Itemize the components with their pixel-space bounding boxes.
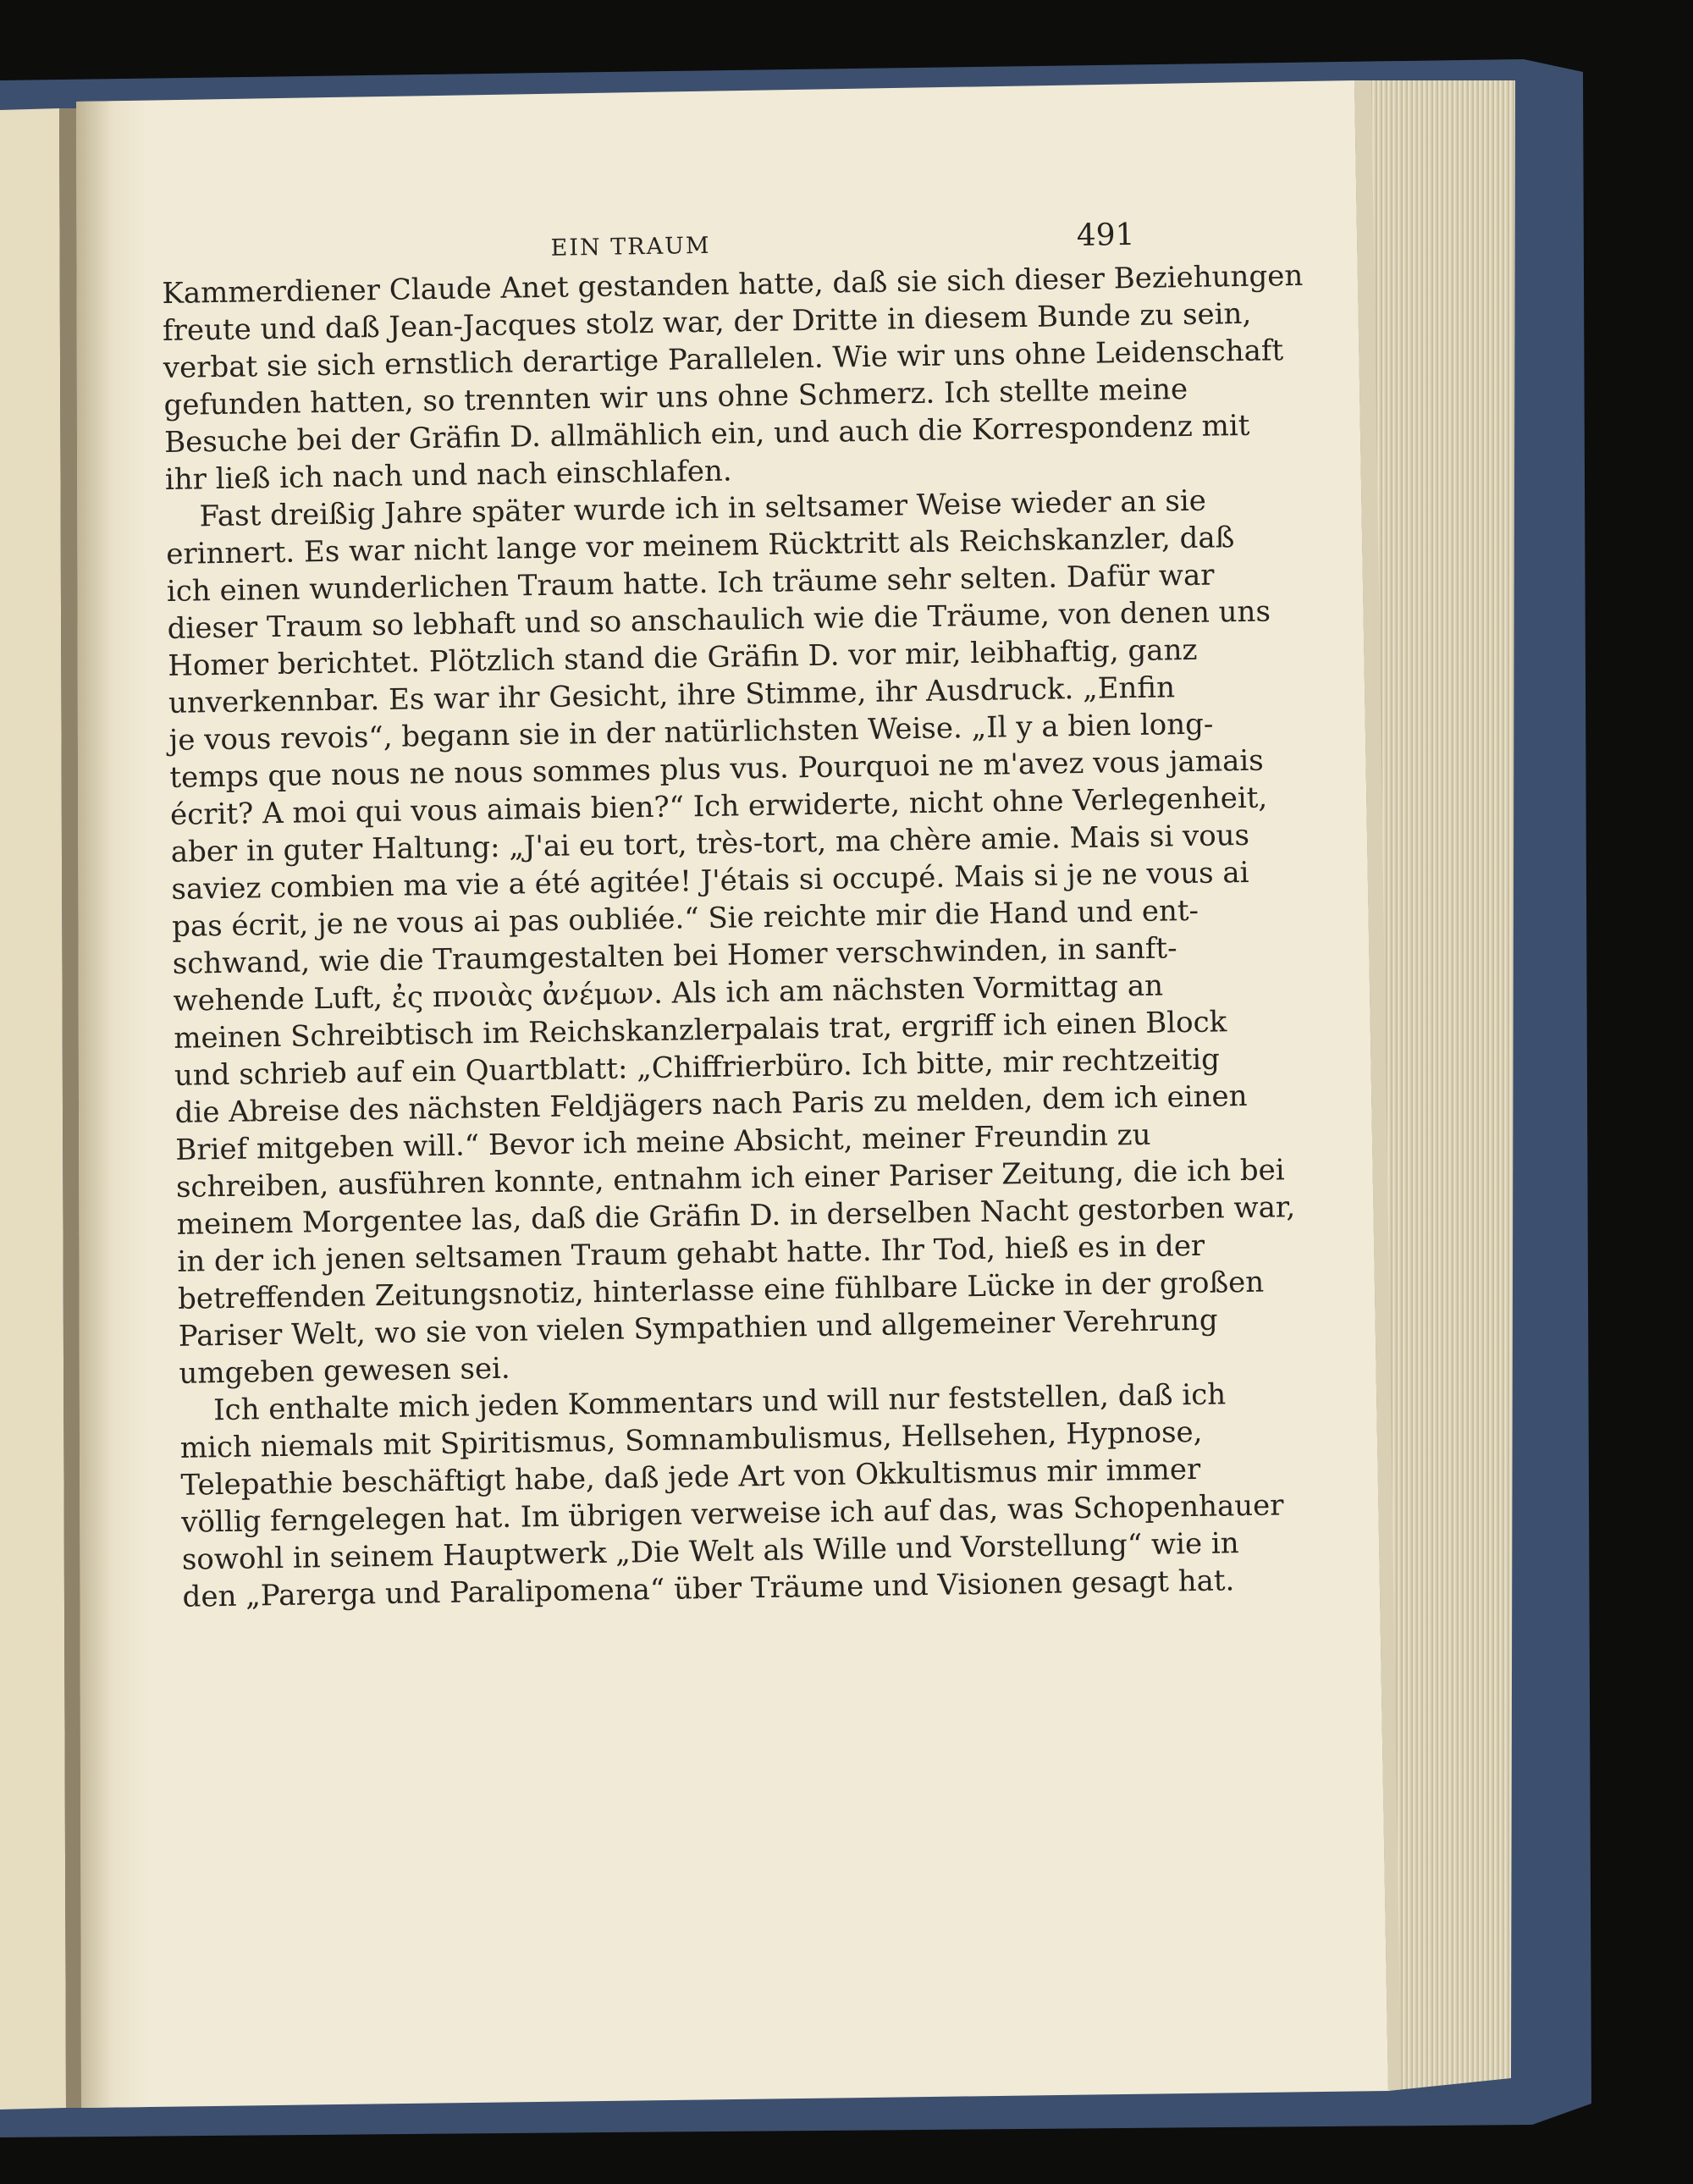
paragraph [179,1377,1284,1616]
text-line: Telepathie beschäftigt habe, daß jede Art von Okkultismus mir immer [180,1452,1201,1503]
page-number: 491 [1076,217,1135,254]
text-line: dieser Traum so lebhaft und so anschaulich wie die Träume, von denen uns [167,594,1271,646]
paragraph [165,483,1296,1393]
text-line: Brief mitgeben will.“ Bevor ich meine Absicht, meiner Freundin zu [175,1117,1151,1167]
text-line: in der ich jenen seltsamen Traum gehabt hatte. Ihr Tod, hieß es in der [177,1228,1205,1279]
text-line: sowohl in seinem Hauptwerk „Die Welt als Wille und Vorstellung“ wie in [181,1526,1239,1577]
text-line: Homer berichtet. Plötzlich stand die Gräfin D. vor mir, leibhaftig, ganz [168,632,1198,683]
text-line: mich niemals mit Spiritismus, Somnambulismus, Hellsehen, Hypnose, [179,1415,1203,1465]
text-line: betreffenden Zeitungsnotiz, hinterlasse eine fühlbare Lücke in der großen [177,1265,1265,1316]
text-line: Pariser Welt, wo sie von vielen Sympathien und allgemeiner Verehrung [178,1303,1218,1354]
text-line: erinnert. Es war nicht lange vor meinem Rücktritt als Reichskanzler, daß [165,521,1235,571]
text-line: verbat sie sich ernstlich derartige Parallelen. Wie wir uns ohne Leidenschaft [163,334,1284,385]
text-line: unverkennbar. Es war ihr Gesicht, ihre Stimme, ihr Ausdruck. „Enfin [168,670,1176,720]
text-line: Besuche bei der Gräfin D. allmählich ein, und auch die Korrespondenz mit [163,408,1250,460]
text-line: schwand, wie die Traumgestalten bei Homer verschwinden, in sanft- [172,931,1177,981]
text-line: und schrieb auf ein Quartblatt: „Chiffrierbüro. Ich bitte, mir rechtzeitig [174,1042,1221,1093]
text-line: völlig ferngelegen hat. Im übrigen verweise ich auf das, was Schopenhauer [180,1488,1284,1540]
text-line: meinem Morgentee las, daß die Gräfin D. in derselben Nacht gestorben war, [176,1190,1296,1242]
text-line: saviez combien ma vie a été agitée! J'étais si occupé. Mais si je ne vous ai [171,855,1249,907]
text-line: je vous revois“, begann sie in der natürlichsten Weise. „Il y a bien long- [168,707,1214,758]
text-line: temps que nous ne nous sommes plus vus. Pourquoi ne m'avez vous jamais [169,743,1264,795]
text-line: Ich enthalte mich jeden Kommentars und will nur feststellen, daß ich [212,1377,1227,1428]
text-line: Fast dreißig Jahre später wurde ich in seltsamer Weise wieder an sie [199,483,1207,534]
text-line: umgeben gewesen sei. [179,1351,511,1391]
body-text [162,258,1304,1616]
text-line: Kammerdiener Claude Anet gestanden hatte, daß sie sich dieser Beziehungen [162,258,1304,311]
text-line: die Abreise des nächsten Feldjägers nach Paris zu melden, dem ich einen [174,1078,1248,1130]
page-text-block [161,201,1304,1616]
text-line: gefunden hatten, so trennten wir uns ohne Schmerz. Ich stellte meine [163,372,1188,422]
text-line: den „Parerga und Paralipomena“ über Träume und Visionen gesagt hat. [182,1564,1235,1614]
left-page-strip [0,108,66,2110]
text-line: meinen Schreibtisch im Reichskanzlerpalais trat, ergriff ich einen Block [173,1005,1227,1056]
text-line: aber in guter Haltung: „J'ai eu tort, très-tort, ma chère amie. Mais si vous [170,818,1250,869]
paragraph [162,258,1304,499]
text-line: écrit? A moi qui vous aimais bien?“ Ich erwiderte, nicht ohne Verlegenheit, [169,780,1268,832]
text-line: ich einen wunderlichen Traum hatte. Ich träume sehr selten. Dafür war [166,558,1215,609]
text-line: ihr ließ ich nach und nach einschlafen. [164,454,733,497]
text-line: pas écrit, je ne vous ai pas oubliée.“ Sie reichte mir die Hand und ent- [171,893,1199,944]
running-head-title: EIN TRAUM [550,232,711,262]
text-line: wehende Luft, ἐς πνοιὰς ἀνέμων. Als ich am nächsten Vormittag an [173,968,1164,1018]
text-line: schreiben, ausführen konnte, entnahm ich einer Pariser Zeitung, die ich bei [175,1153,1285,1205]
text-line: freute und daß Jean-Jacques stolz war, der Dritte in diesem Bunde zu sein, [162,296,1252,348]
